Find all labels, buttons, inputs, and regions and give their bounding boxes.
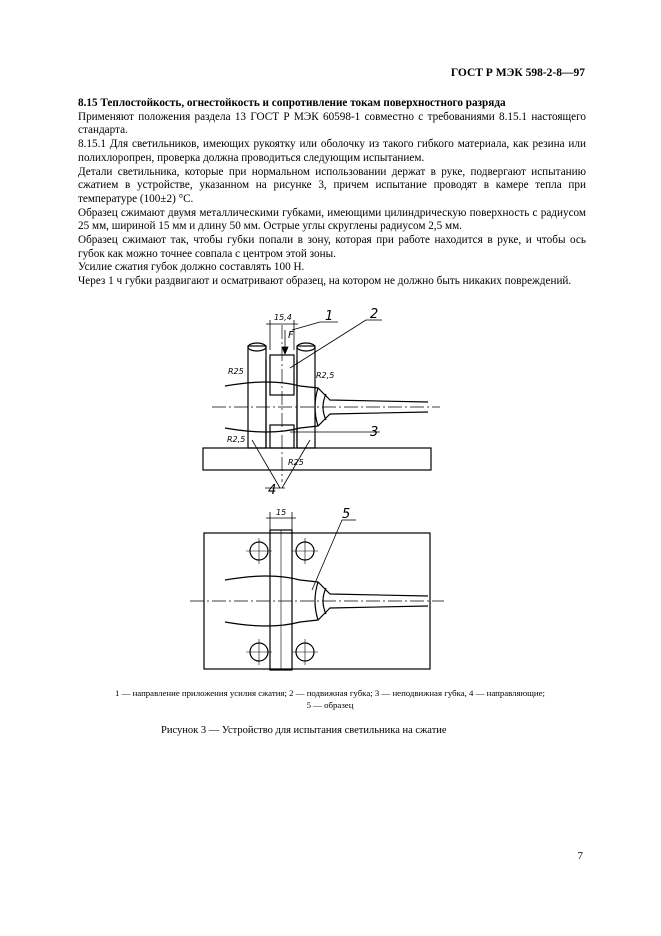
callout-4: 4 xyxy=(268,483,277,498)
callout-2: 2 xyxy=(370,307,379,322)
paragraph-5: Образец сжимают так, чтобы губки попали в зону, которая при работе находится в руке, и чтобы ось губок как можно точнее совпала с центром этой зоны. xyxy=(78,234,586,260)
dim-bottom-label: 15 xyxy=(276,508,287,517)
callout-5: 5 xyxy=(342,507,351,522)
paragraph-1: Применяют положения раздела 13 ГОСТ Р МЭК 60598-1 совместно с требованиями 8.15.1 настоящего стандарта. xyxy=(78,110,586,137)
paragraph-7: Через 1 ч губки раздвигают и осматривают образец, на котором не должно быть никаких повреждений. xyxy=(78,275,572,288)
callout-3: 3 xyxy=(370,425,379,440)
radius-label-1: R25 xyxy=(228,367,244,376)
paragraph-3: Детали светильника, которые при нормальном использовании держат в руке, подвергают испытанию сжатием в устройстве, указанном на рисунке 3, причем испытание проводят в камере тепла при температуре (100±2) °С. xyxy=(78,165,586,205)
legend-line-1: 1 — направление приложения усилия сжатия; 2 — подвижная губка; 3 — неподвижная губка, 4 — направляющие; xyxy=(114,688,545,698)
force-label: F xyxy=(288,330,294,341)
radius-label-2: R2,5 xyxy=(316,371,335,380)
radius-label-3: R2,5 xyxy=(227,435,246,444)
legend-line-2: 5 — образец xyxy=(306,700,354,710)
radius-label-4: R25 xyxy=(288,458,304,467)
paragraph-6: Усилие сжатия губок должно составлять 100 Н. xyxy=(78,261,305,274)
section-title: 8.15 Теплостойкость, огнестойкость и сопротивление токам поверхностного разряда xyxy=(78,97,506,109)
paragraph-2: 8.15.1 Для светильников, имеющих рукоятку или оболочку из такого гибкого материала, как резина или полихлоропрен, проверка должна проводиться следующим испытанием. xyxy=(78,138,586,164)
document-header: ГОСТ Р МЭК 598-2-8—97 xyxy=(450,67,585,79)
callout-1: 1 xyxy=(325,309,334,324)
figure-caption: Рисунок 3 — Устройство для испытания светильника на сжатие xyxy=(161,725,447,736)
figure-legend xyxy=(40,687,620,711)
page-number: 7 xyxy=(577,850,583,862)
paragraph-4: Образец сжимают двумя металлическими губками, имеющими цилиндрическую поверхность с радиусом 25 мм, шириной 15 мм и длину 50 мм. Острые углы скруглены радиусом 2,5 мм. xyxy=(78,206,586,233)
dim-top-label: 15,4 xyxy=(274,313,292,322)
